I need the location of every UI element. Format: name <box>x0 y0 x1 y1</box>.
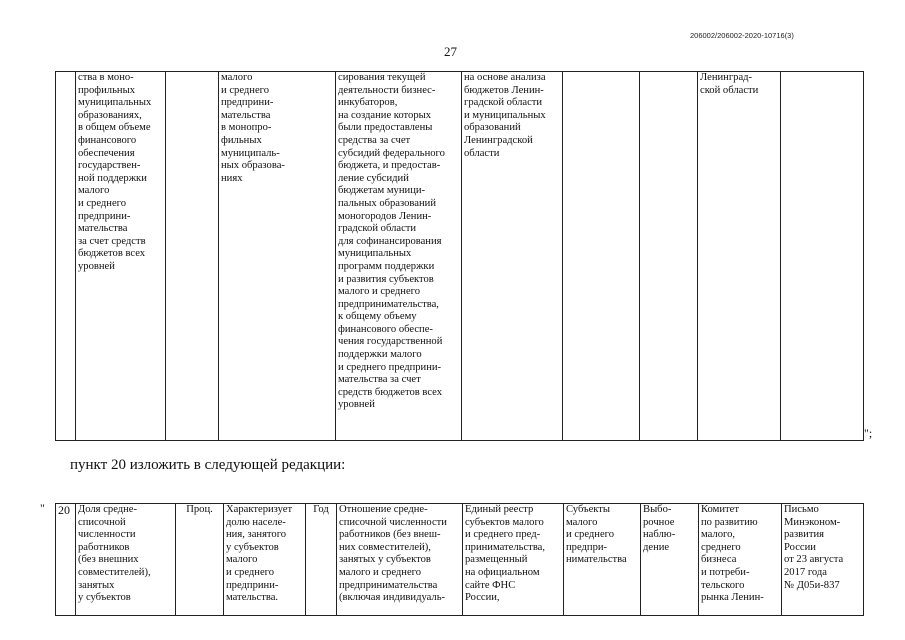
cell-text-line: за счет средств <box>78 235 146 247</box>
cell-text-line: и среднего предприни- <box>338 361 442 373</box>
opening-quote: " <box>40 501 45 515</box>
cell-text-line: Минэконом- <box>784 516 841 528</box>
cell-text-line: России <box>784 541 816 553</box>
cell-text-line: предпри- <box>566 541 608 553</box>
cell-calculation <box>337 504 463 616</box>
cell-period: Год <box>306 504 337 616</box>
cell-text-line: программ поддержки <box>338 260 435 272</box>
document-id: 206002/206002-2020-10716(3) <box>690 31 794 40</box>
cell-text-line: предприни- <box>226 579 279 591</box>
cell-text-line: тельского <box>701 579 745 591</box>
cell-text-line: пальных образований <box>338 197 436 209</box>
cell-text-line: занятых <box>78 579 115 591</box>
cell-indicator-name <box>76 72 166 441</box>
cell-text-line: совместителей), <box>78 566 151 578</box>
cell-source <box>463 504 564 616</box>
cell-text-line: бюджетов всех <box>78 248 146 260</box>
cell-text-line: уровней <box>338 399 375 411</box>
indicator-table-continued <box>55 71 864 441</box>
cell-indicator-name <box>76 504 176 616</box>
cell-text-line: долю населе- <box>226 516 286 528</box>
cell-text-line: Доля средне- <box>78 504 138 515</box>
cell-text-line: финансового <box>78 134 137 146</box>
cell-text-line: (включая индивидуаль- <box>339 592 446 604</box>
cell-text-line: градской области <box>338 223 417 235</box>
cell-empty <box>56 72 76 441</box>
cell-text-line: ниях <box>221 172 243 184</box>
cell-text-line: мательства за счет <box>338 374 421 386</box>
cell-text-line: (без внешних <box>78 554 139 566</box>
cell-text-line: Единый реестр <box>465 504 534 515</box>
cell-text-line: к общему объему <box>338 311 417 323</box>
cell-text-line: у субъектов <box>226 541 279 553</box>
cell-text-line: ление субсидий <box>338 172 409 184</box>
section-heading: пункт 20 изложить в следующей редакции: <box>70 457 346 473</box>
cell-text-line: занятых у субъектов <box>339 554 431 566</box>
cell-text-line: сайте ФНС <box>465 579 516 591</box>
cell-text-line: развития <box>784 529 825 541</box>
cell-empty <box>781 72 864 441</box>
cell-text-line: работников (без внеш- <box>339 529 441 541</box>
cell-unit: Проц. <box>176 504 224 616</box>
cell-text-line: от 23 августа <box>784 554 844 566</box>
cell-text-line: по развитию <box>701 516 758 528</box>
cell-text-line: и среднего <box>221 84 270 96</box>
cell-text-line: области <box>464 147 500 159</box>
cell-characteristic <box>224 504 306 616</box>
cell-text-line: чения государственной <box>338 336 443 348</box>
cell-text-line: России, <box>465 592 500 604</box>
cell-text-line: средств бюджетов всех <box>338 386 443 398</box>
cell-text-line: списочной <box>78 516 126 528</box>
cell-text-line: них совместителей), <box>339 541 431 553</box>
cell-text-line: малого и среднего <box>338 286 421 298</box>
cell-text-line: и муниципальных <box>464 109 546 121</box>
cell-text-line: мательства <box>78 223 128 235</box>
cell-text-line: ния, занятого <box>226 529 287 541</box>
cell-text-line: Отношение средне- <box>339 504 428 515</box>
cell-respondents <box>564 504 641 616</box>
cell-text-line: и среднего <box>226 566 275 578</box>
cell-text-line: субсидий федерального <box>338 147 445 159</box>
cell-text-line: уровней <box>78 260 115 272</box>
cell-text-line: малого <box>221 72 253 83</box>
cell-text-line: ной поддержки <box>78 172 147 184</box>
page-number: 27 <box>444 44 457 59</box>
cell-text-line: малого <box>226 554 258 566</box>
cell-text-line: в монопро- <box>221 122 272 134</box>
cell-text-line: в общем объеме <box>78 122 151 134</box>
cell-text-line: муниципальных <box>338 248 412 260</box>
indicator-table-item-20 <box>55 503 864 616</box>
cell-source <box>462 72 563 441</box>
cell-text-line: принимательства, <box>465 541 546 553</box>
cell-text-line: бюджетов Ленин- <box>464 84 544 96</box>
cell-text-line: и развития субъектов <box>338 273 434 285</box>
cell-text-line: поддержки малого <box>338 349 422 361</box>
cell-text-line: численности <box>78 529 136 541</box>
cell-text-line: рынка Ленин- <box>701 592 764 604</box>
cell-text-line: моногородов Ленин- <box>338 210 432 222</box>
cell-text-line: профильных <box>78 84 135 96</box>
cell-text-line: финансового обеспе- <box>338 323 433 335</box>
cell-text-line: муниципальных <box>78 97 152 109</box>
cell-text-line: списочной численности <box>339 516 447 528</box>
cell-text-line: сирования текущей <box>338 72 426 83</box>
cell-text-line: мательства. <box>226 592 279 604</box>
cell-text-line: предприни- <box>221 97 274 109</box>
cell-calculation <box>336 72 462 441</box>
cell-empty <box>640 72 698 441</box>
cell-text-line: были предоставлены <box>338 122 433 134</box>
cell-text-line: № Д05и-837 <box>784 579 840 591</box>
cell-text-line: 2017 года <box>784 566 828 578</box>
cell-text-line: и потреби- <box>701 566 750 578</box>
cell-text-line: рочное <box>643 516 675 528</box>
cell-empty <box>166 72 219 441</box>
cell-text-line: предприни- <box>78 210 131 222</box>
cell-responsible <box>698 72 781 441</box>
cell-text-line: фильных <box>221 134 262 146</box>
closing-quote: "; <box>864 426 873 440</box>
cell-text-line: Комитет <box>701 504 739 515</box>
cell-text-line: средства за счет <box>338 134 411 146</box>
cell-text-line: градской области <box>464 97 543 109</box>
cell-text-line: Ленинградской <box>464 134 533 146</box>
cell-text-line: ской области <box>700 84 759 96</box>
cell-text-line: малого и среднего <box>339 566 422 578</box>
cell-text-line: наблю- <box>643 529 676 541</box>
cell-text-line: предпринимательства <box>339 579 438 591</box>
cell-text-line: и среднего <box>566 529 615 541</box>
cell-responsible <box>699 504 782 616</box>
cell-text-line: деятельности бизнес- <box>338 84 436 96</box>
cell-empty <box>563 72 640 441</box>
cell-text-line: и среднего <box>78 197 127 209</box>
cell-reference <box>782 504 864 616</box>
cell-text-line: обеспечения <box>78 147 135 159</box>
cell-text-line: на создание которых <box>338 109 432 121</box>
cell-text-line: работников <box>78 541 130 553</box>
cell-text-line: Выбо- <box>643 504 672 515</box>
cell-text-line: Ленинград- <box>700 72 753 83</box>
cell-text-line: и среднего пред- <box>465 529 541 541</box>
cell-text-line: мательства <box>221 109 271 121</box>
cell-characteristic <box>219 72 336 441</box>
cell-text-line: на основе анализа <box>464 72 546 83</box>
cell-text-line: муниципаль- <box>221 147 280 159</box>
cell-text-line: бизнеса <box>701 554 737 566</box>
cell-text-line: дение <box>643 541 670 553</box>
cell-text-line: бюджета, и предостав- <box>338 160 441 172</box>
cell-text-line: предпринимательства, <box>338 298 439 310</box>
cell-text-line: малого <box>78 185 110 197</box>
cell-text-line: субъектов малого <box>465 516 544 528</box>
cell-text-line: малого, <box>701 529 736 541</box>
cell-text-line: инкубаторов, <box>338 97 398 109</box>
cell-text-line: на официальном <box>465 566 540 578</box>
cell-text-line: бюджетам муници- <box>338 185 426 197</box>
cell-text-line: государствен- <box>78 160 141 172</box>
cell-text-line: ных образова- <box>221 160 285 172</box>
cell-text-line: образований <box>464 122 521 134</box>
cell-text-line: среднего <box>701 541 741 553</box>
cell-text-line: Характеризует <box>226 504 293 515</box>
cell-text-line: малого <box>566 516 598 528</box>
cell-method <box>641 504 699 616</box>
row-number: 20 <box>56 504 76 616</box>
cell-text-line: Письмо <box>784 504 819 515</box>
cell-text-line: для софинансирования <box>338 235 442 247</box>
cell-text-line: размещенный <box>465 554 528 566</box>
cell-text-line: ства в моно- <box>78 72 134 83</box>
cell-text-line: у субъектов <box>78 592 131 604</box>
cell-text-line: Субъекты <box>566 504 611 515</box>
cell-text-line: образованиях, <box>78 109 142 121</box>
cell-text-line: нимательства <box>566 554 627 566</box>
